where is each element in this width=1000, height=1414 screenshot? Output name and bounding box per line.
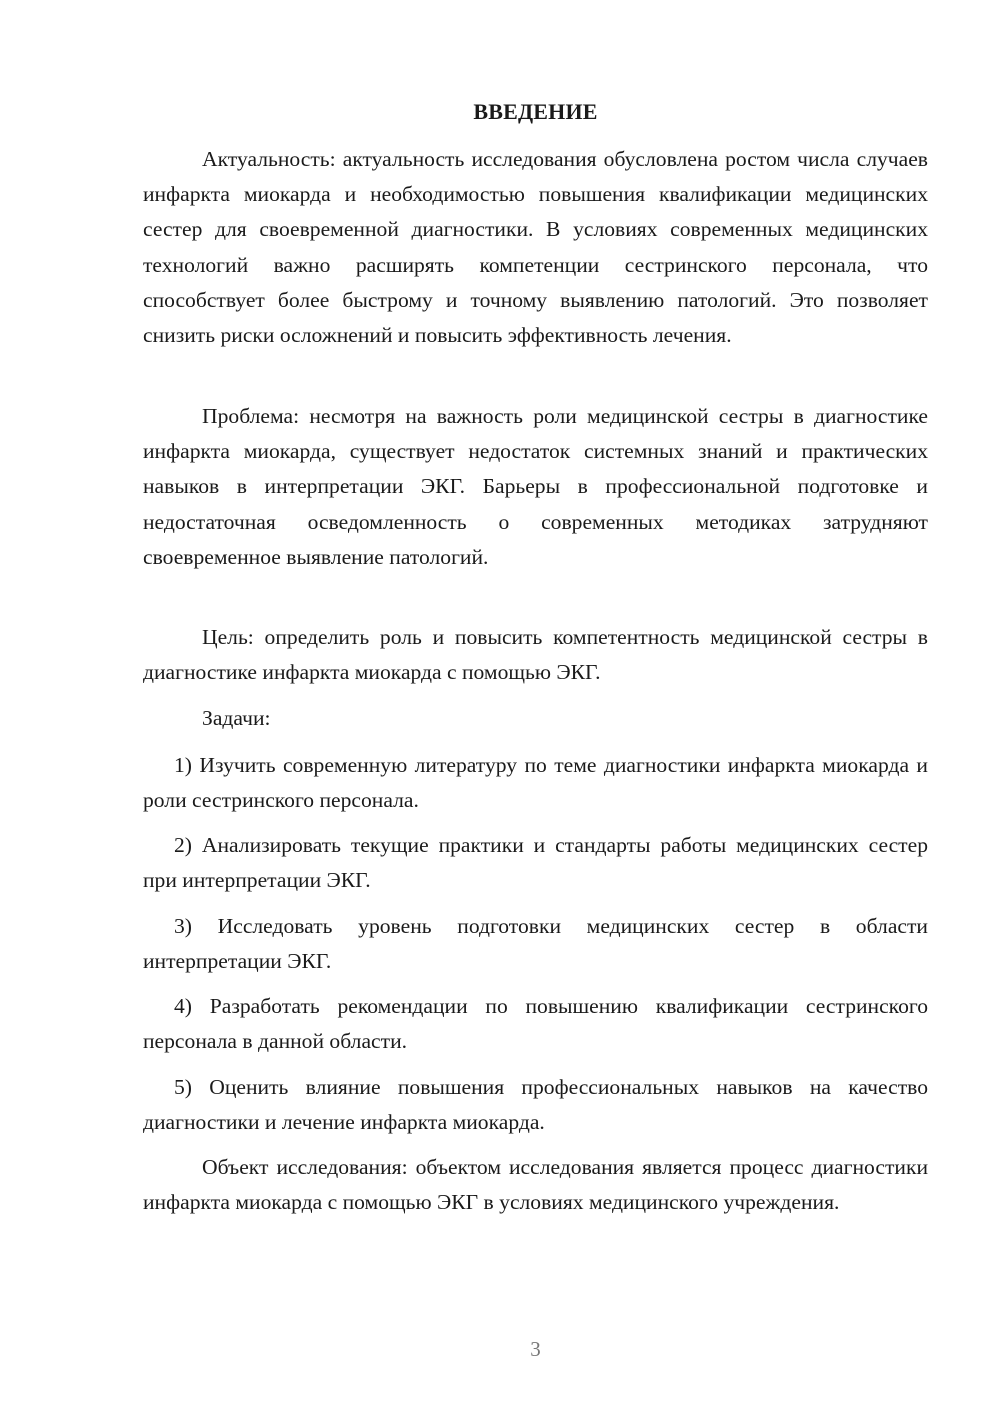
object-paragraph: Объект исследования: объектом исследования является процесс диагностики инфаркта миокарда с помощью ЭКГ в условиях медицинского учреждения. [143, 1155, 928, 1215]
section-title: ВВЕДЕНИЕ [473, 99, 598, 124]
task-item-5: 5) Оценить влияние повышения профессиональных навыков на качество диагностики и лечение инфаркта миокарда. [143, 1075, 928, 1135]
task-item-2: 2) Анализировать текущие практики и стандарты работы медицинских сестер при интерпретации ЭКГ. [143, 833, 928, 893]
tasks-heading: Задачи: [202, 706, 271, 730]
task-item-1: 1) Изучить современную литературу по теме диагностики инфаркта миокарда и роли сестринского персонала. [143, 753, 928, 813]
task-item-4: 4) Разработать рекомендации по повышению квалификации сестринского персонала в данной области. [143, 994, 928, 1054]
problem-paragraph: Проблема: несмотря на важность роли медицинской сестры в диагностике инфаркта миокарда, существует недостаток системных знаний и практических навыков в интерпретации ЭКГ. Барьеры в профессиональной подготовке и недостаточная осведомленность о современных методиках затрудняют своевременное выявление патологий. [143, 404, 928, 569]
page-number: 3 [530, 1337, 541, 1361]
task-item-3: 3) Исследовать уровень подготовки медицинских сестер в области интерпретации ЭКГ. [143, 914, 928, 974]
relevance-paragraph: Актуальность: актуальность исследования обусловлена ростом числа случаев инфаркта миокарда и необходимостью повышения квалификации медицинских сестер для своевременной диагностики. В условиях современных медицинских технологий важно расширять компетенции сестринского персонала, что способствует более быстрому и точному выявлению патологий. Это позволяет снизить риски осложнений и повысить эффективность лечения. [143, 147, 928, 348]
goal-paragraph: Цель: определить роль и повысить компетентность медицинской сестры в диагностике инфаркта миокарда с помощью ЭКГ. [143, 625, 928, 685]
